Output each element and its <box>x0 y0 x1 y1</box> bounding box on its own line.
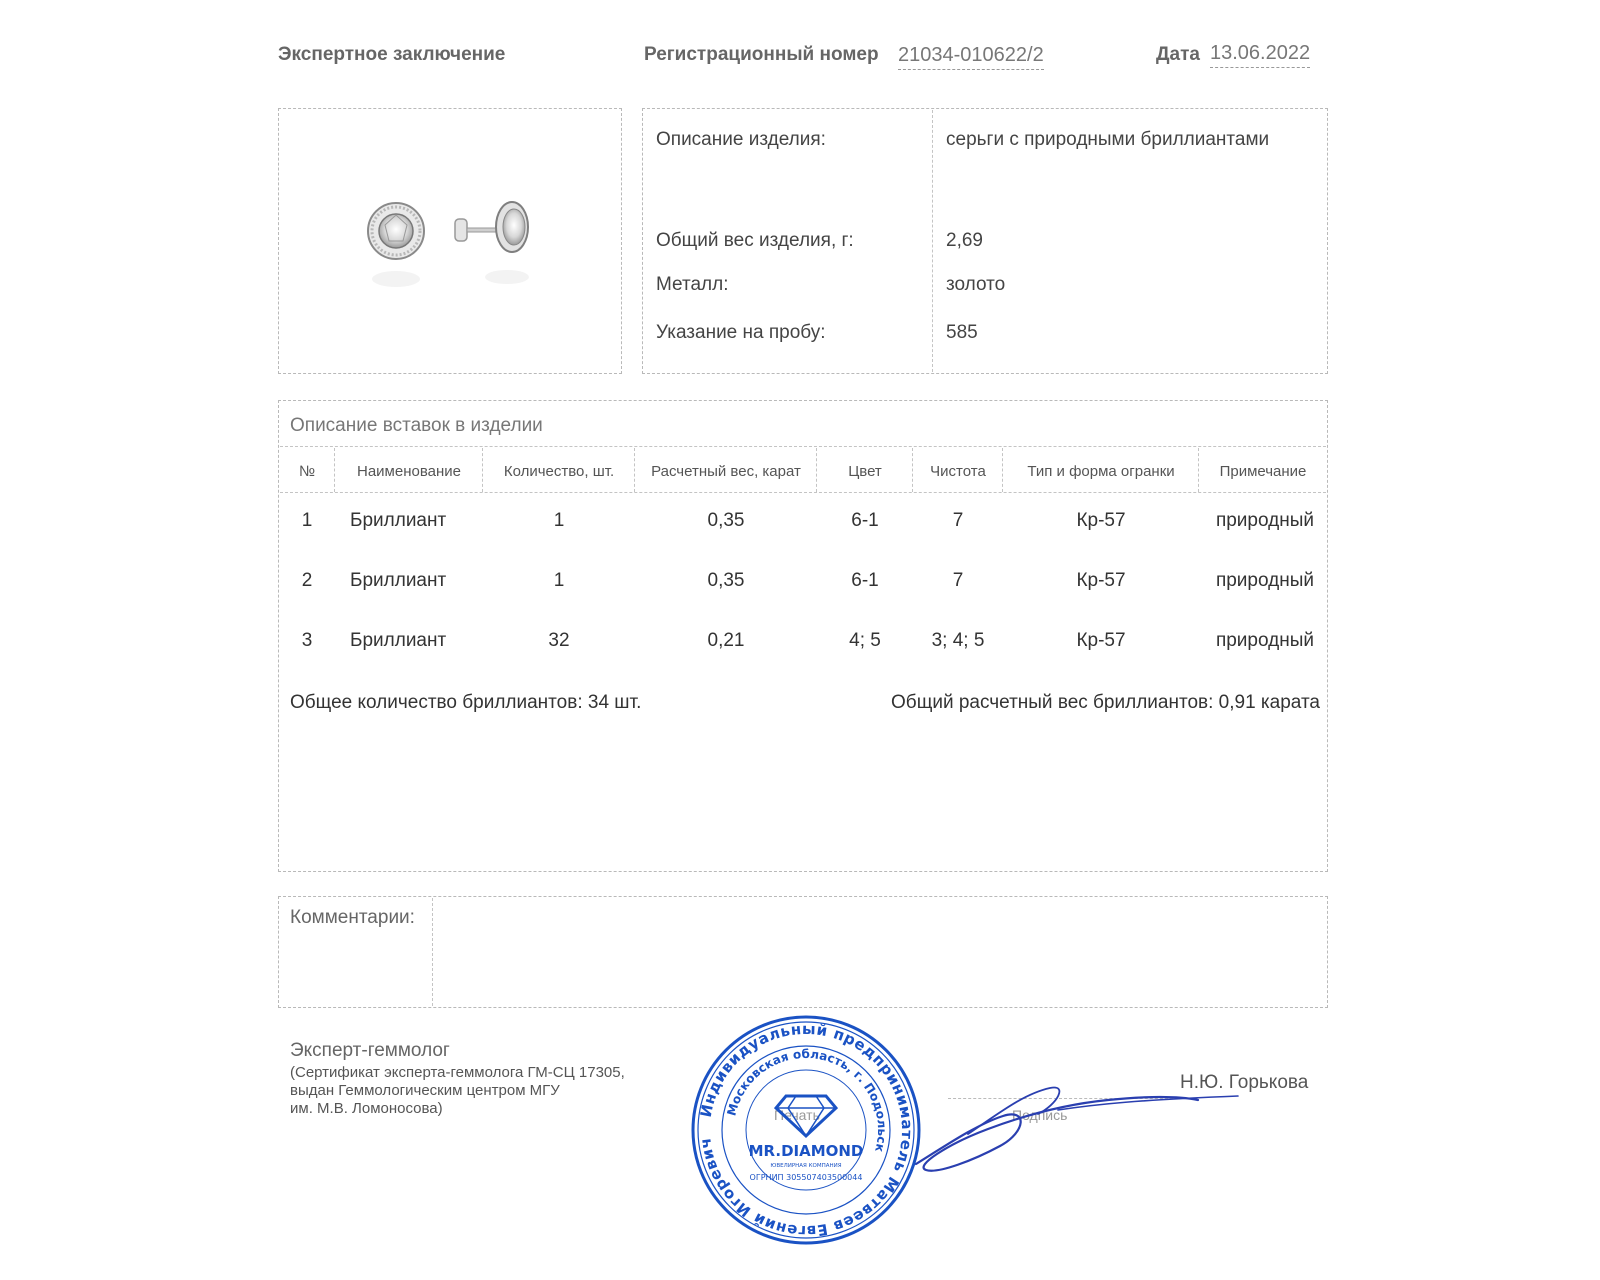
weight-value: 2,69 <box>946 230 983 251</box>
cell-weight: 0,35 <box>707 570 745 591</box>
total-weight: Общий расчетный вес бриллиантов: 0,91 карата <box>891 692 1320 713</box>
company-stamp <box>688 1012 924 1248</box>
expert-title: Эксперт-геммолог <box>290 1040 450 1061</box>
signature-label: Подпись <box>1012 1107 1068 1123</box>
inserts-title: Описание вставок в изделии <box>290 415 543 436</box>
cell-number: 3 <box>301 630 313 651</box>
product-photo-box <box>278 108 622 374</box>
earrings-image <box>279 109 620 372</box>
cell-name: Бриллиант <box>350 510 447 531</box>
expert-cert-line3: им. М.В. Ломоносова) <box>290 1100 443 1117</box>
registration-label: Регистрационный номер <box>644 44 879 65</box>
earring-front <box>368 203 424 287</box>
cell-weight: 0,35 <box>707 510 745 531</box>
table-row <box>280 630 1326 654</box>
comments-label: Комментарии: <box>290 907 415 928</box>
col-color: Цвет <box>848 463 882 480</box>
metal-value: золото <box>946 274 1006 295</box>
document-title: Экспертное заключение <box>278 44 506 65</box>
weight-label: Общий вес изделия, г: <box>656 230 854 251</box>
cell-clarity: 7 <box>952 570 964 591</box>
cell-quantity: 1 <box>553 570 565 591</box>
cell-note: природный <box>1215 630 1314 651</box>
date-label: Дата <box>1156 44 1200 65</box>
description-value: серьги с природными бриллиантами <box>946 129 1270 150</box>
stamp-inner-text: Московская область, г. Подольск <box>724 1046 890 1154</box>
col-quantity: Количество, шт. <box>503 463 615 480</box>
cell-color: 6-1 <box>851 570 879 591</box>
stamp-ring-text: Индивидуальный предприниматель Матвеев Евгений Игоревич <box>696 1019 917 1241</box>
expert-name: Н.Ю. Горькова <box>1180 1072 1309 1093</box>
cell-weight: 0,21 <box>707 630 745 651</box>
cell-note: природный <box>1215 510 1314 531</box>
col-name: Наименование <box>357 463 461 480</box>
cell-color: 4; 5 <box>849 630 881 651</box>
col-weight: Расчетный вес, карат <box>651 463 801 480</box>
registration-number: 21034-010622/2 <box>898 44 1044 70</box>
table-row <box>280 510 1326 534</box>
cell-cut: Кр-57 <box>1076 630 1126 651</box>
stamp-brand: MR.DIAMOND <box>748 1142 864 1160</box>
cell-color: 6-1 <box>851 510 879 531</box>
cell-cut: Кр-57 <box>1076 570 1126 591</box>
cell-number: 1 <box>301 510 313 531</box>
cell-number: 2 <box>301 570 313 591</box>
diamond-logo-icon <box>776 1096 836 1136</box>
svg-text:Московская область, г. Подольс <box>724 1047 889 1154</box>
cell-name: Бриллиант <box>350 630 447 651</box>
cell-note: природный <box>1215 570 1314 591</box>
stamp-label: Печать <box>774 1107 820 1123</box>
earring-side <box>455 202 529 284</box>
stamp-brand-sub: ЮВЕЛИРНАЯ КОМПАНИЯ <box>770 1163 842 1169</box>
cell-clarity: 7 <box>952 510 964 531</box>
expert-cert-line2: выдан Геммологическим центром МГУ <box>290 1082 560 1099</box>
cell-cut: Кр-57 <box>1076 510 1126 531</box>
handwritten-signature <box>908 1074 1248 1184</box>
table-row <box>280 570 1326 594</box>
cell-clarity: 3; 4; 5 <box>931 630 985 651</box>
col-note: Примечание <box>1219 463 1307 480</box>
stamp-ogrnip: ОГРНИП 305507403500044 <box>749 1173 863 1182</box>
col-clarity: Чистота <box>930 463 986 480</box>
description-label: Описание изделия: <box>656 129 826 150</box>
hallmark-value: 585 <box>946 322 978 343</box>
expert-cert-line1: (Сертификат эксперта-геммолога ГМ-СЦ 17305, <box>290 1064 625 1081</box>
date-value: 13.06.2022 <box>1210 42 1310 68</box>
cell-quantity: 1 <box>553 510 565 531</box>
total-count: Общее количество бриллиантов: 34 шт. <box>290 692 642 713</box>
cell-quantity: 32 <box>548 630 570 651</box>
cell-name: Бриллиант <box>350 570 447 591</box>
col-cut: Тип и форма огранки <box>1027 463 1175 480</box>
col-number: № <box>298 463 316 480</box>
metal-label: Металл: <box>656 274 729 295</box>
comments-box <box>278 896 1328 1008</box>
hallmark-label: Указание на пробу: <box>656 322 826 343</box>
